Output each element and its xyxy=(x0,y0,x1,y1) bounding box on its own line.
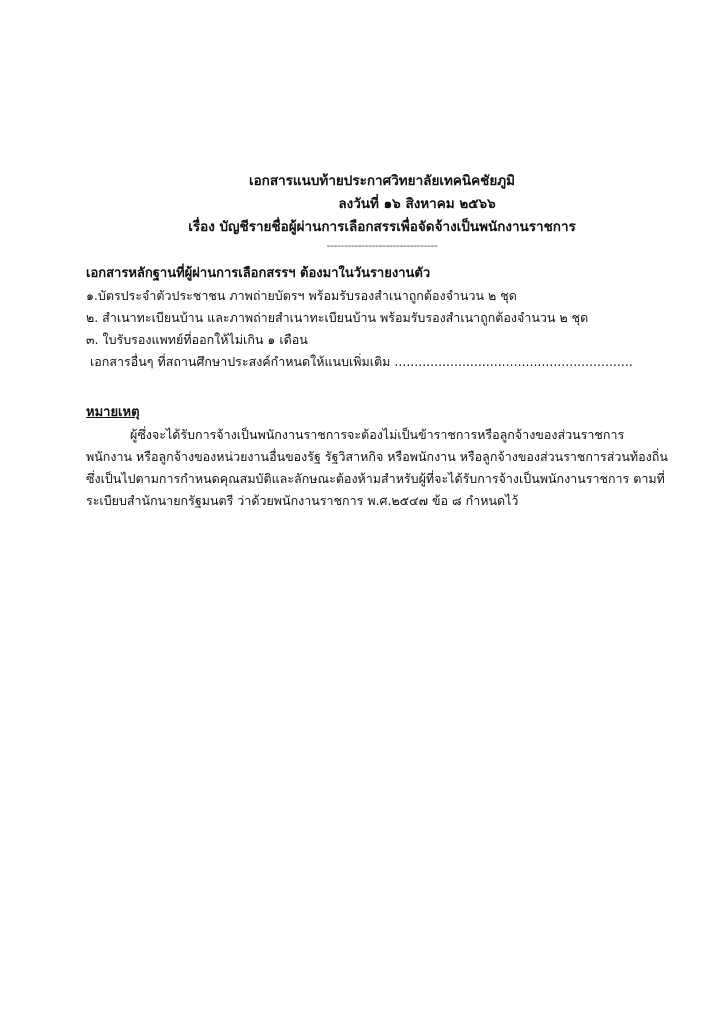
remark-section xyxy=(86,402,668,512)
required-documents-heading: เอกสารหลักฐานที่ผู้ผ่านการเลือกสรรฯ ต้องมาในวันรายงานตัว xyxy=(86,266,431,281)
remark-line: ระเบียบสำนักนายกรัฐมนตรี ว่าด้วยพนักงานราชการ พ.ศ.๒๕๔๗ ข้อ ๘ กำหนดไว้ xyxy=(86,493,519,508)
remark-line: พนักงาน หรือลูกจ้างของหน่วยงานอื่นของรัฐ รัฐวิสาหกิจ หรือพนักงาน หรือลูกจ้างของส่วนราชการส่วนท้องถิ่น xyxy=(86,449,668,464)
document-item-id-card: ๑.บัตรประจำตัวประชาชน ภาพถ่ายบัตรฯ พร้อมรับรองสำเนาถูกต้องจำนวน ๒ ชุด xyxy=(86,288,517,303)
document-item-other: เอกสารอื่นๆ ที่สถานศึกษาประสงค์กำหนดให้แนบเพิ่มเติม ............................................................ xyxy=(90,354,633,369)
remark-heading: หมายเหตุ xyxy=(86,405,140,420)
announcement-title: เอกสารแนบท้ายประกาศวิทยาลัยเทคนิคชัยภูมิ xyxy=(248,173,516,189)
required-documents-section xyxy=(86,263,646,373)
announcement-subject: เรื่อง บัญชีรายชื่อผู้ผ่านการเลือกสรรเพื่อจัดจ้างเป็นพนักงานราชการ xyxy=(188,219,576,235)
header-separator: -------------------------------- xyxy=(326,239,438,252)
announcement-date: ลงวันที่ ๑๖ สิงหาคม ๒๕๖๖ xyxy=(338,196,496,212)
document-item-medical-certificate: ๓. ใบรับรองแพทย์ที่ออกให้ไม่เกิน ๑ เดือน xyxy=(86,332,308,347)
remark-line: ผู้ซึ่งจะได้รับการจ้างเป็นพนักงานราชการจะต้องไม่เป็นข้าราชการหรือลูกจ้างของส่วนราชการ xyxy=(130,427,625,442)
remark-line: ซึ่งเป็นไปตามการกำหนดคุณสมบัติและลักษณะต้องห้ามสำหรับผู้ที่จะได้รับการจ้างเป็นพนักงานราชการ ตามที่ xyxy=(86,471,665,486)
document-item-house-registration: ๒. สำเนาทะเบียนบ้าน และภาพถ่ายสำเนาทะเบียนบ้าน พร้อมรับรองสำเนาถูกต้องจำนวน ๒ ชุด xyxy=(86,310,589,325)
document-header xyxy=(0,170,724,253)
